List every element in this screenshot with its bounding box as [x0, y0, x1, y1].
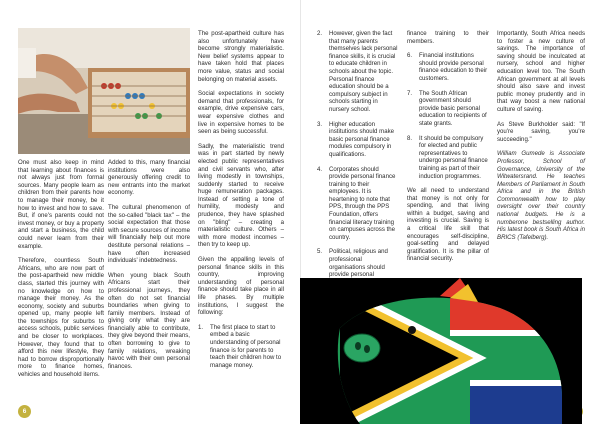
paragraph: The cultural phenomenon of the so-called "black tax" – the social expectation that those with secure sources of income will financially help out more destitute personal relations – have often increased individuals' indebtedness. — [108, 203, 190, 265]
list-text: It should be compulsory for elected and public representatives to undergo personal finance training as part of their induction programmes. — [419, 134, 488, 180]
list-text: Political, religious and professional organisations should provide personal — [329, 248, 388, 279]
numbered-list — [407, 52, 489, 180]
list-text: Higher education institutions should make basic personal finance modules compulsory in qualifications. — [329, 120, 395, 158]
list-item — [407, 52, 489, 82]
paragraph: We all need to understand that money is not only for spending, and that living within a budget, saving and investing is crucial. Saving is a critical life skill that encourages self-discipline, goal-setting and delayed gratification. It is the pillar of financial security. — [407, 187, 489, 263]
list-item — [407, 135, 489, 181]
paragraph: The post-apartheid culture has also unfortunately have become strongly materialistic. New belief systems appear to have taken hold that places more value, status and social belonging on material assets. — [198, 30, 284, 83]
list-number: 7. — [407, 89, 413, 97]
author-bio: William Gumede is Associate Professor, School of Governance, University of the Witwatersrand. He teaches Members of Parliament in South Africa and in the British Commonwealth how to play oversight over their country national budgets. He is a numberone bestselling author. His latest book is South Africa in BRICS (Tafelberg). — [497, 150, 585, 241]
list-item — [317, 248, 399, 278]
list-number: 3. — [317, 120, 323, 128]
list-number: 6. — [407, 52, 413, 60]
list-item — [317, 166, 399, 242]
right-column-3 — [497, 30, 585, 248]
paragraph: Importantly, South Africa needs to foster a new culture of savings. The importance of saving should be inculcated at nursery, school and higher education level too. The South African government at all levels should also save and invest public money prudently and in that way boost a new national culture of saving. — [497, 30, 585, 113]
paragraph: One must also keep in mind that learning about finances is not always just from formal sources. Many people learn as children from their parents how to manage their money, be it how to invest and how to save. But, if one's parents could not invest money, or buy a property and start a business, the child could never learn from their example. — [18, 159, 104, 250]
paragraph: finance training to their members. — [407, 30, 489, 45]
left-column-2 — [108, 159, 190, 377]
list-text: The South African government should provide basic personal education to recipients of state grants. — [419, 89, 487, 127]
paragraph: Added to this, many financial institutions were also generously offering credit to new entrants into the market economy. — [108, 159, 190, 197]
list-number: 8. — [407, 134, 413, 142]
piggy-bank-artwork — [300, 278, 582, 424]
list-item — [317, 30, 399, 114]
list-text: Financial institutions should provide personal finance education to their customers. — [419, 52, 488, 82]
list-text: The first place to start to embed a basic understanding of personal finance is for parents to teach their children how to manage money. — [210, 323, 282, 369]
paragraph: Given the appalling levels of personal finance skills in this country, improving understanding of personal finance should take place in all life phases. By multiple institutions, I suggest the following: — [198, 256, 284, 317]
list-text: Corporates should provide personal finance training to their employees. It is heartening to note that PPS, through the PPS Foundation, offers financial literacy training on campuses across the country. — [329, 165, 396, 241]
list-item — [407, 90, 489, 128]
paragraph: Social expectations in society demand that professionals, for example, drive expensive cars, wear expensive clothes and live in expensive homes to be seen as being successful. — [198, 90, 284, 136]
numbered-list — [317, 30, 399, 279]
left-column-1 — [18, 159, 104, 386]
left-column-3 — [198, 30, 284, 376]
list-number: 5. — [317, 248, 323, 256]
right-column-2 — [407, 30, 489, 270]
list-number: 1. — [198, 323, 204, 331]
paragraph: Sadly, the materialistic trend was in part started by newly elected public representatives and civil servants who, after living modestly in townships, suddenly started to receive huge remuneration packages. Instead of setting a tone of humility, modesty and prudence, they have splashed on "bling" – creating a materialistic culture. Others – with more modest incomes – then try to keep up. — [198, 142, 284, 249]
list-number: 4. — [317, 165, 323, 173]
list-text: However, given the fact that many parents themselves lack personal finance skills, it is crucial to educate children in schools about the topic. Personal finance education should be a compulsory subject in schools starting in nursery school. — [329, 30, 398, 113]
abacus-photo — [18, 28, 190, 154]
paragraph: When young black South Africans start their professional journeys, they often do not set financial boundaries when giving to family members. Instead of giving only what they are financially able to contribute, they give beyond their means, often borrowing to give to family relations, wreaking havoc with their own personal finances. — [108, 271, 190, 370]
numbered-list — [198, 324, 284, 370]
list-item — [198, 324, 284, 370]
paragraph: As Steve Burkholder said: "If you're saving, you're succeeding." — [497, 120, 585, 143]
paragraph: Therefore, countless South Africans, who are now part of the post-apartheid new middle class, started this journey with no knowledge on how to manage their money. As the economy, society and suburbs opened up, many people left the townships for suburbs to access schools, public services and be closer to workplaces. However, they found that to afford this new lifestyle, they had to borrow disproportionally more to finance homes, vehicles and household items. — [18, 257, 104, 379]
right-column-1 — [317, 30, 399, 286]
list-item — [317, 121, 399, 159]
page-number: 6 — [18, 405, 31, 418]
list-number: 2. — [317, 30, 323, 37]
